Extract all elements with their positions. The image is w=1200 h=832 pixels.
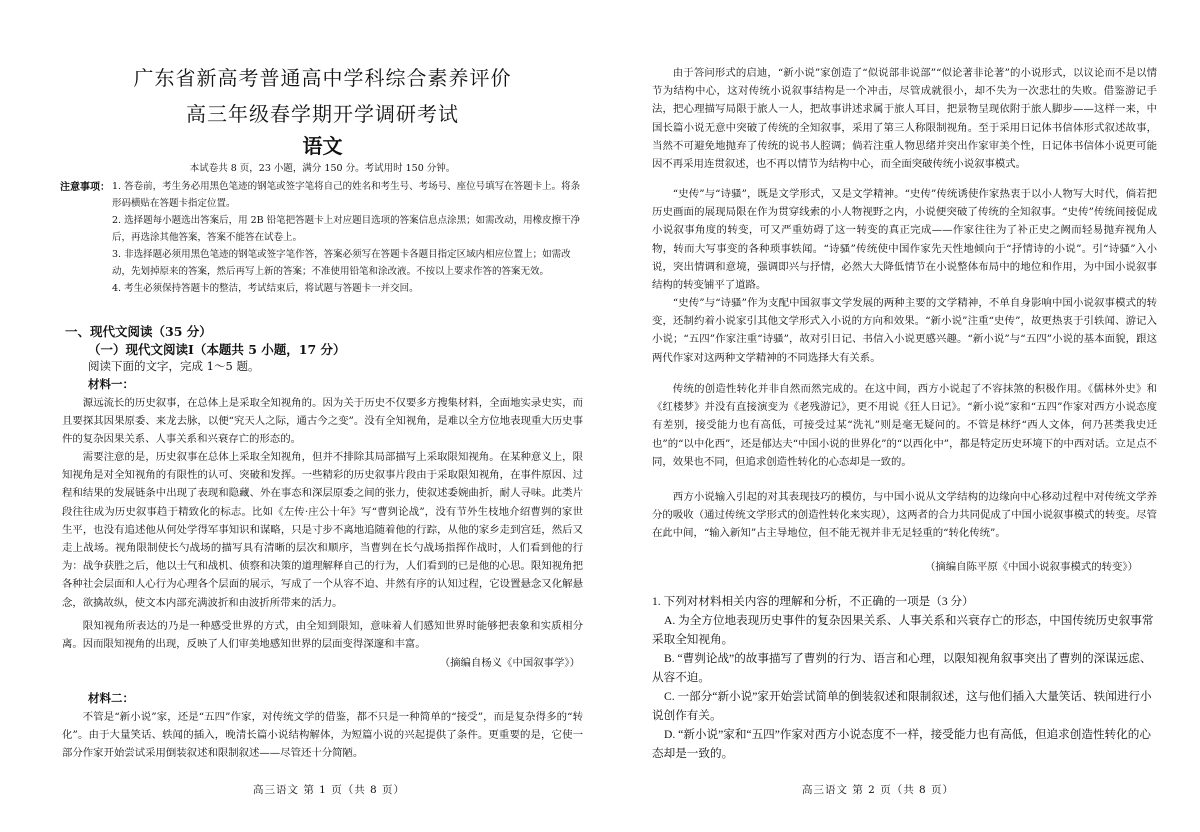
material-1-label: 材料一： [88, 377, 134, 391]
exam-title-line2: 高三年级春学期开学调研考试 [186, 102, 459, 126]
notes-title: 注意事项： [60, 182, 110, 193]
material-1-paragraph: 源远流长的历史叙事，在总体上是采取全知视角的。因为关于历史不仅要多方搜集材料，全面地实录史实，而且要探其因果原委、来龙去脉，以便“究天人之际，通古今之变”。没有全知视角，是难以全方位地表现重大历史事件的复杂因果关系、人事关系和兴衰存亡的形态的。 [62, 397, 583, 446]
material-2-paragraph: 不管是“新小说”家，还是“五四”作家，对传统文学的借鉴，都不只是一种简单的“接受”，而是复杂得多的“转化”。由于大量笑话、轶闻的插入，晚清长篇小说结构解体，为短篇小说的兴起提供了条件。更重要的是，它使一部分作家开始尝试采用倒装叙述和限制叙述——尽管还十分简陋。 [62, 711, 583, 760]
material-1-paragraph: 需要注意的是，历史叙事在总体上采取全知视角，但并不排除其局部描写上采取限知视角。在某种意义上，限知视角是对全知视角的有限性的认可、突破和发挥。一些精彩的历史叙事片段由于采取限知视角，在事件原因、过程和结果的发展链条中出现了表现和隐藏、外在事态和深层原委之间的张力，使叙述委婉曲折，耐人寻味。此类片段往往成为历史叙事趋于精致化的标志。比如《左传·庄公十年》写“曹刿论战”，没有节外生枝地介绍曹刿的家世生平，也没有追述他从何处学得军事知识和谋略，只是寸步不离地追随着他的行踪，从他的家乡走到宫廷，然后又走上战场。视角限制使长勺战场的描写具有清晰的层次和顺序，当曹刿在长勺战场指挥作战时，人们看到他的行为：战争获胜之后，他以士气和战机、侦察和决策的道理解释自己的行为，人们看到的已是他的心思。限知视角把各种社会层面和人心行为心理各个层面的展示，写成了一个从容不迫、井然有序的认知过程，它设置悬念又化解悬念，欲擒故纵，使文本内部充满波折和由波折所带来的活力。 [62, 451, 583, 609]
subject-title: 语文 [302, 134, 343, 158]
note-item: 2. 选择题每小题选出答案后，用 2B 铅笔把答题卡上对应题目选项的答案信息点涂黑；如需改动，用橡皮擦干净后，再选涂其他答案，答案不能答在试卷上。 [112, 215, 581, 243]
question-1-stem: 1. 下列对材料相关内容的理解和分析，不正确的一项是（3 分） [652, 595, 974, 608]
question-1-option-c: C. 一部分“新小说”家开始尝试简单的倒装叙述和限制叙述，这与他们插入大量笑话、轶闻进行小说创作有关。 [652, 690, 1152, 722]
note-item: 4. 考生必须保持答题卡的整洁，考试结束后，将试题与答题卡一并交回。 [112, 283, 419, 294]
reading-instruction: 阅读下面的文字，完成 1～5 题。 [88, 359, 260, 373]
question-1-option-d: D. “新小说”家和“五四”作家对西方小说态度不一样，接受能力也有高低，但追求创造性转化的心态却是一致的。 [652, 728, 1151, 760]
question-1-option-a: A. 为全方位地表现历史事件的复杂因果关系、人事关系和兴衰存亡的形态，中国传统历史叙事常采取全知视角。 [652, 614, 1154, 646]
material-2-label: 材料二： [88, 691, 134, 705]
material-2-paragraph: “史传”与“诗骚”，既是文学形式，又是文学精神。“史传”传统诱使作家热衷于以小人物写大时代，倘若把历史画面的展现局限在作为贯穿线索的小人物视野之内，小说便突破了传统的全知叙事。“史传”传统间接促成小说叙事角度的转变，可又严重妨碍了这一转变的真正完成——作家往往为了补正史之阙而轻易抛弃视角人物，转而大写事变的各种琐事轶闻。“诗骚”传统使中国作家先天性地倾向于“抒情诗的小说”。引“诗骚”入小说，突出情调和意境，强调即兴与抒情，必然大大降低情节在小说整体布局中的地位和作用，为中国小说叙事结构的转变铺平了道路。 [652, 188, 1157, 292]
subsection-heading: （一）现代文阅读Ⅰ（本题共 5 小题，17 分） [88, 342, 346, 357]
question-1-option-b: B. “曹刿论战”的故事描写了曹刿的行为、语言和心理，以限知视角叙事突出了曹刿的深谋远虑、从容不迫。 [652, 652, 1152, 684]
note-item: 3. 非选择题必须用黑色笔迹的钢笔或签字笔作答，答案必须写在答题卡各题目指定区域内相应位置上；如需改动，先划掉原来的答案，然后再写上新的答案；不准使用铅笔和涂改液。不按以上要求作答的答案无效。 [112, 249, 571, 277]
exam-info: 本试卷共 8 页，23 小题，满分 150 分。考试用时 150 分钟。 [189, 163, 456, 174]
page-2-footer: 高三语文 第 2 页（共 8 页） [802, 784, 955, 796]
section-heading: 一、现代文阅读（35 分） [65, 324, 212, 339]
material-2-paragraph: 传统的创造性转化并非自然而然完成的。在这中间，西方小说起了不容抹煞的积极作用。《儒林外史》和《红楼梦》并没有直接演变为《老残游记》，更不用说《狂人日记》。“新小说”家和“五四”作家对西方小说态度有差别，接受能力也有高低，可接受过某“洗礼”则是毫无疑问的。不管是林纾“西人文体，何乃甚类我史迁也”的“以中化西”，还是郁达夫“中国小说的世界化”的“以西化中”，都是特定历史环境下的中西对话。立足点不同，效果也不同，但追求创造性转化的心态却是一致的。 [652, 383, 1157, 468]
material-2-paragraph: 由于答问形式的启迪，“新小说”家创造了“似说部非说部”“似论著非论著”的小说形式，以议论而不是以情节为结构中心，这对传统小说叙事结构是一个冲击，尽管成就很小，却不失为一次悲壮的失败。借鉴游记手法，把心理描写局限于旅人一人，把故事讲述求属于旅人耳目，把景物呈现依附于旅人脚步——这样一来，中国长篇小说无意中突破了传统的全知叙事，采用了第三人称限制视角。至于采用日记体书信体形式叙述故事，当然不可避免地抛弃了传统的说书人腔调；倘若注重人物思绪并突出作家审美个性，日记体书信体小说更可能因不再采用连贯叙述，也不再以情节为结构中心，而全面突破传统小说叙事模式。 [652, 67, 1157, 171]
material-2-paragraph: “史传”与“诗骚”作为支配中国叙事文学发展的两种主要的文学精神，不单自身影响中国小说叙事模式的转变，还制约着小说家引其他文学形式入小说的方向和效果。“新小说”注重“史传”，故更热衷于引轶闻、游记入小说；“五四”作家注重“诗骚”，故对引日记、书信入小说更感兴趣。“新小说”与“五四”小说的基本面貌，跟这两代作家对这两种文学精神的不同选择大有关系。 [652, 297, 1157, 364]
material-2-paragraph: 西方小说输入引起的对其表现技巧的模仿，与中国小说从文学结构的边缘向中心移动过程中对传统文学养分的吸收（通过传统文学形式的创造性转化来实现），这两者的合力共同促成了中国小说叙事模式的转变。尽管在此中间，“输入新知”占主导地位，但不能无视并非无足轻重的“转化传统”。 [652, 491, 1157, 540]
material-1-paragraph: 限知视角所表达的乃是一种感受世界的方式，由全知到限知，意味着人们感知世界时能够把表象和实质相分离。因而限知视角的出现，反映了人们审美地感知世界的层面变得深邃和丰富。 [62, 620, 583, 651]
exam-title-line1: 广东省新高考普通高中学科综合素养评价 [133, 66, 512, 90]
note-item: 1. 答卷前，考生务必用黑色笔迹的钢笔或签字笔将自己的姓名和考生号、考场号、座位号填写在答题卡上。将条形码横贴在答题卡指定位置。 [112, 181, 581, 209]
page-1-footer: 高三语文 第 1 页（共 8 页） [253, 784, 406, 796]
material-1-source: （摘编自杨义《中国叙事学》） [439, 657, 580, 669]
material-2-source: （摘编自陈平原《中国小说叙事模式的转变》） [924, 561, 1138, 573]
